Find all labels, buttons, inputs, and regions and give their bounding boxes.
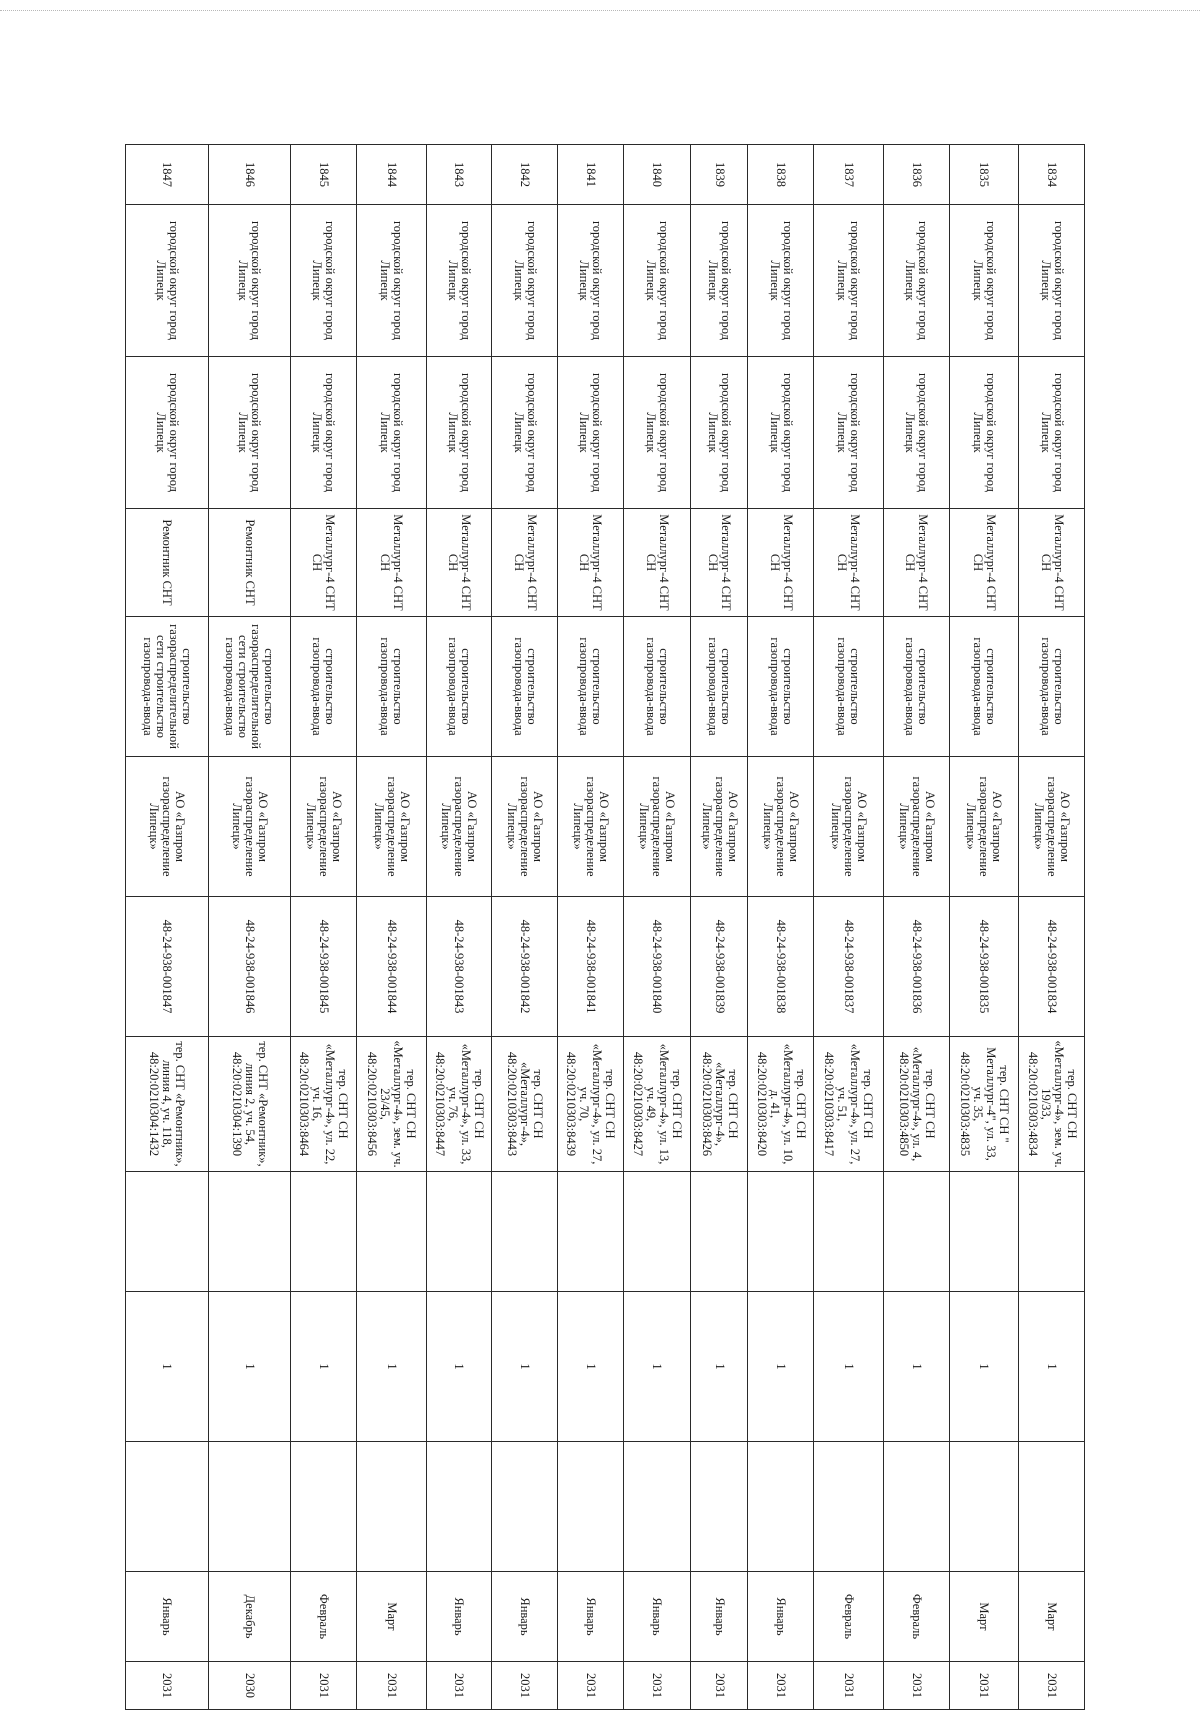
settlement: городской округ город Липецк (356, 357, 426, 509)
work-type: строительство газопровода-ввода (949, 617, 1019, 757)
blank-cell (126, 1442, 209, 1572)
application-code: 48-24-938-001835 (949, 897, 1019, 1037)
row-number: 1846 (208, 145, 291, 205)
municipal-district: городской округ город Липецк (949, 205, 1019, 357)
planned-month: Январь (426, 1572, 492, 1662)
gas-distribution-org: АО «Газпром газораспределение Липецк» (557, 757, 623, 897)
settlement: городской округ город Липецк (426, 357, 492, 509)
row-number: 1841 (557, 145, 623, 205)
object-address: тер. СНТ «Ремонтник», линия 2, уч. 54, 48:20:0210304:1390 (208, 1037, 291, 1172)
work-type: строительство газораспределительной сети строительство газопровода-ввода (126, 617, 209, 757)
municipal-district: городской округ город Липецк (492, 205, 558, 357)
application-code: 48-24-938-001842 (492, 897, 558, 1037)
work-type: строительство газопровода-ввода (492, 617, 558, 757)
municipal-district: городской округ город Липецк (814, 205, 884, 357)
object-count: 1 (356, 1292, 426, 1442)
planned-month: Март (949, 1572, 1019, 1662)
row-number: 1835 (949, 145, 1019, 205)
settlement: городской округ город Липецк (949, 357, 1019, 509)
blank-cell (748, 1442, 814, 1572)
table-frame (125, 144, 1085, 1709)
object-count: 1 (691, 1292, 748, 1442)
application-code: 48-24-938-001844 (356, 897, 426, 1037)
planned-year: 2031 (748, 1662, 814, 1710)
planned-year: 2031 (291, 1662, 357, 1710)
planned-month: Февраль (814, 1572, 884, 1662)
planned-year: 2030 (208, 1662, 291, 1710)
row-number: 1840 (623, 145, 691, 205)
application-code: 48-24-938-001846 (208, 897, 291, 1037)
planned-month: Декабрь (208, 1572, 291, 1662)
municipal-district: городской округ город Липецк (883, 205, 949, 357)
snt-name: Металлург-4 СНТ СН (557, 509, 623, 617)
gas-distribution-org: АО «Газпром газораспределение Липецк» (814, 757, 884, 897)
settlement: городской округ город Липецк (208, 357, 291, 509)
settlement: городской округ город Липецк (883, 357, 949, 509)
empty-cell (1019, 1172, 1085, 1292)
application-code: 48-24-938-001840 (623, 897, 691, 1037)
object-count: 1 (623, 1292, 691, 1442)
object-count: 1 (949, 1292, 1019, 1442)
object-address: тер. СНТ СН «Металлург-4», ул. 22, уч. 16, 48:20:0210303:8464 (291, 1037, 357, 1172)
work-type: строительство газопровода-ввода (426, 617, 492, 757)
settlement: городской округ город Липецк (748, 357, 814, 509)
object-count: 1 (426, 1292, 492, 1442)
table-row (883, 145, 949, 1710)
planned-year: 2031 (557, 1662, 623, 1710)
application-code: 48-24-938-001838 (748, 897, 814, 1037)
municipal-district: городской округ город Липецк (691, 205, 748, 357)
object-address: тер. СНТ СН «Металлург-4», ул. 27, уч. 70, 48:20:0210303:8439 (557, 1037, 623, 1172)
object-count: 1 (748, 1292, 814, 1442)
snt-name: Ремонтник СНТ (208, 509, 291, 617)
snt-name: Металлург-4 СНТ СН (748, 509, 814, 617)
object-count: 1 (1019, 1292, 1085, 1442)
settlement: городской округ город Липецк (557, 357, 623, 509)
snt-name: Металлург-4 СНТ СН (291, 509, 357, 617)
object-address: тер. СНТ СН «Металлург-4», зем. уч. 19/33, 48:20:0210303:4834 (1019, 1037, 1085, 1172)
municipal-district: городской округ город Липецк (557, 205, 623, 357)
blank-cell (883, 1442, 949, 1572)
table-row (557, 145, 623, 1710)
blank-cell (208, 1442, 291, 1572)
planned-month: Январь (623, 1572, 691, 1662)
table-row (691, 145, 748, 1710)
settlement: городской округ город Липецк (126, 357, 209, 509)
scan-top-edge (0, 10, 1200, 11)
object-count: 1 (557, 1292, 623, 1442)
planned-year: 2031 (356, 1662, 426, 1710)
row-number: 1847 (126, 145, 209, 205)
blank-cell (291, 1442, 357, 1572)
gas-distribution-org: АО «Газпром газораспределение Липецк» (126, 757, 209, 897)
gas-distribution-org: АО «Газпром газораспределение Липецк» (623, 757, 691, 897)
gas-distribution-org: АО «Газпром газораспределение Липецк» (426, 757, 492, 897)
settlement: городской округ город Липецк (814, 357, 884, 509)
planned-month: Январь (691, 1572, 748, 1662)
blank-cell (492, 1442, 558, 1572)
table-row (291, 145, 357, 1710)
row-number: 1834 (1019, 145, 1085, 205)
work-type: строительство газопровода-ввода (814, 617, 884, 757)
snt-name: Металлург-4 СНТ СН (492, 509, 558, 617)
planned-year: 2031 (814, 1662, 884, 1710)
snt-name: Металлург-4 СНТ СН (949, 509, 1019, 617)
settlement: городской округ город Липецк (691, 357, 748, 509)
object-count: 1 (208, 1292, 291, 1442)
municipal-district: городской округ город Липецк (623, 205, 691, 357)
object-address: тер. СНТ СН «Металлург-4», ул. 27, уч. 51, 48:20:0210303:8417 (814, 1037, 884, 1172)
object-count: 1 (291, 1292, 357, 1442)
application-code: 48-24-938-001837 (814, 897, 884, 1037)
planned-year: 2031 (883, 1662, 949, 1710)
snt-name: Металлург-4 СНТ СН (623, 509, 691, 617)
gas-distribution-org: АО «Газпром газораспределение Липецк» (691, 757, 748, 897)
empty-cell (949, 1172, 1019, 1292)
municipal-district: городской округ город Липецк (208, 205, 291, 357)
planned-month: Февраль (883, 1572, 949, 1662)
row-number: 1842 (492, 145, 558, 205)
empty-cell (691, 1172, 748, 1292)
planned-month: Январь (126, 1572, 209, 1662)
application-code: 48-24-938-001845 (291, 897, 357, 1037)
planned-year: 2031 (691, 1662, 748, 1710)
object-address: тер. СНТ СН «Металлург-4», 48:20:0210303:8426 (691, 1037, 748, 1172)
gas-distribution-org: АО «Газпром газораспределение Липецк» (356, 757, 426, 897)
work-type: строительство газопровода-ввода (691, 617, 748, 757)
application-code: 48-24-938-001834 (1019, 897, 1085, 1037)
municipal-district: городской округ город Липецк (356, 205, 426, 357)
work-type: строительство газопровода-ввода (1019, 617, 1085, 757)
planned-month: Февраль (291, 1572, 357, 1662)
work-type: строительство газопровода-ввода (291, 617, 357, 757)
work-type: строительство газопровода-ввода (557, 617, 623, 757)
snt-name: Металлург-4 СНТ СН (356, 509, 426, 617)
gas-distribution-org: АО «Газпром газораспределение Липецк» (748, 757, 814, 897)
row-number: 1838 (748, 145, 814, 205)
application-code: 48-24-938-001847 (126, 897, 209, 1037)
object-address: тер. СНТ СН «Металлург-4», ул. 4, 48:20:0210303:4850 (883, 1037, 949, 1172)
row-number: 1836 (883, 145, 949, 205)
table-row (208, 145, 291, 1710)
settlement: городской округ город Липецк (1019, 357, 1085, 509)
planned-year: 2031 (126, 1662, 209, 1710)
work-type: строительство газопровода-ввода (883, 617, 949, 757)
blank-cell (814, 1442, 884, 1572)
application-code: 48-24-938-001843 (426, 897, 492, 1037)
blank-cell (356, 1442, 426, 1572)
table-row (492, 145, 558, 1710)
empty-cell (883, 1172, 949, 1292)
table-row (949, 145, 1019, 1710)
empty-cell (208, 1172, 291, 1292)
object-count: 1 (492, 1292, 558, 1442)
row-number: 1844 (356, 145, 426, 205)
empty-cell (426, 1172, 492, 1292)
empty-cell (492, 1172, 558, 1292)
table-row (426, 145, 492, 1710)
table-row (126, 145, 209, 1710)
object-address: тер. СНТ «Ремонтник», линия 4, уч. 118, 48:20:0210304:1432 (126, 1037, 209, 1172)
gas-connection-schedule-table (125, 144, 1085, 1710)
object-address: тер. СНТ СН «Металлург-4», 48:20:0210303:8443 (492, 1037, 558, 1172)
gas-distribution-org: АО «Газпром газораспределение Липецк» (208, 757, 291, 897)
object-count: 1 (814, 1292, 884, 1442)
empty-cell (126, 1172, 209, 1292)
row-number: 1837 (814, 145, 884, 205)
empty-cell (356, 1172, 426, 1292)
snt-name: Металлург-4 СНТ СН (1019, 509, 1085, 617)
row-number: 1843 (426, 145, 492, 205)
settlement: городской округ город Липецк (291, 357, 357, 509)
row-number: 1845 (291, 145, 357, 205)
planned-month: Январь (557, 1572, 623, 1662)
municipal-district: городской округ город Липецк (1019, 205, 1085, 357)
table-body (126, 145, 1085, 1710)
object-address: тер. СНТ СН «Металлург-4», ул. 33, уч. 76, 48:20:0210303:8447 (426, 1037, 492, 1172)
planned-month: Март (356, 1572, 426, 1662)
application-code: 48-24-938-001836 (883, 897, 949, 1037)
settlement: городской округ город Липецк (623, 357, 691, 509)
table-row (356, 145, 426, 1710)
work-type: строительство газопровода-ввода (623, 617, 691, 757)
gas-distribution-org: АО «Газпром газораспределение Липецк» (291, 757, 357, 897)
table-row (814, 145, 884, 1710)
blank-cell (426, 1442, 492, 1572)
snt-name: Металлург-4 СНТ СН (883, 509, 949, 617)
blank-cell (949, 1442, 1019, 1572)
object-address: тер. СНТ СН «Металлург-4», ул. 13, уч. 49, 48:20:0210303:8427 (623, 1037, 691, 1172)
settlement: городской округ город Липецк (492, 357, 558, 509)
table-row (623, 145, 691, 1710)
planned-year: 2031 (1019, 1662, 1085, 1710)
municipal-district: городской округ город Липецк (426, 205, 492, 357)
blank-cell (1019, 1442, 1085, 1572)
empty-cell (623, 1172, 691, 1292)
table-row (1019, 145, 1085, 1710)
application-code: 48-24-938-001839 (691, 897, 748, 1037)
work-type: строительство газопровода-ввода (356, 617, 426, 757)
planned-year: 2031 (426, 1662, 492, 1710)
application-code: 48-24-938-001841 (557, 897, 623, 1037)
object-address: тер. СНТ СН «Металлург-4», зем. уч. 23/45, 48:20:0210303:8456 (356, 1037, 426, 1172)
empty-cell (748, 1172, 814, 1292)
work-type: строительство газораспределительной сети строительство газопровода-ввода (208, 617, 291, 757)
blank-cell (557, 1442, 623, 1572)
planned-month: Январь (492, 1572, 558, 1662)
snt-name: Металлург-4 СНТ СН (814, 509, 884, 617)
empty-cell (814, 1172, 884, 1292)
municipal-district: городской округ город Липецк (291, 205, 357, 357)
gas-distribution-org: АО «Газпром газораспределение Липецк» (949, 757, 1019, 897)
gas-distribution-org: АО «Газпром газораспределение Липецк» (1019, 757, 1085, 897)
object-address: тер. СНТ СН «Металлург-4», ул. 10, д. 41, 48:20:0210303:8420 (748, 1037, 814, 1172)
gas-distribution-org: АО «Газпром газораспределение Липецк» (492, 757, 558, 897)
row-number: 1839 (691, 145, 748, 205)
planned-month: Март (1019, 1572, 1085, 1662)
object-count: 1 (126, 1292, 209, 1442)
work-type: строительство газопровода-ввода (748, 617, 814, 757)
blank-cell (623, 1442, 691, 1572)
blank-cell (691, 1442, 748, 1572)
snt-name: Металлург-4 СНТ СН (691, 509, 748, 617)
planned-year: 2031 (949, 1662, 1019, 1710)
planned-year: 2031 (623, 1662, 691, 1710)
snt-name: Ремонтник СНТ (126, 509, 209, 617)
planned-year: 2031 (492, 1662, 558, 1710)
snt-name: Металлург-4 СНТ СН (426, 509, 492, 617)
municipal-district: городской округ город Липецк (748, 205, 814, 357)
object-address: тер. СНТ СН " Металлург-4", ул. 33, уч. 35, 48:20:0210303:4835 (949, 1037, 1019, 1172)
gas-distribution-org: АО «Газпром газораспределение Липецк» (883, 757, 949, 897)
planned-month: Январь (748, 1572, 814, 1662)
object-count: 1 (883, 1292, 949, 1442)
empty-cell (557, 1172, 623, 1292)
empty-cell (291, 1172, 357, 1292)
municipal-district: городской округ город Липецк (126, 205, 209, 357)
table-row (748, 145, 814, 1710)
